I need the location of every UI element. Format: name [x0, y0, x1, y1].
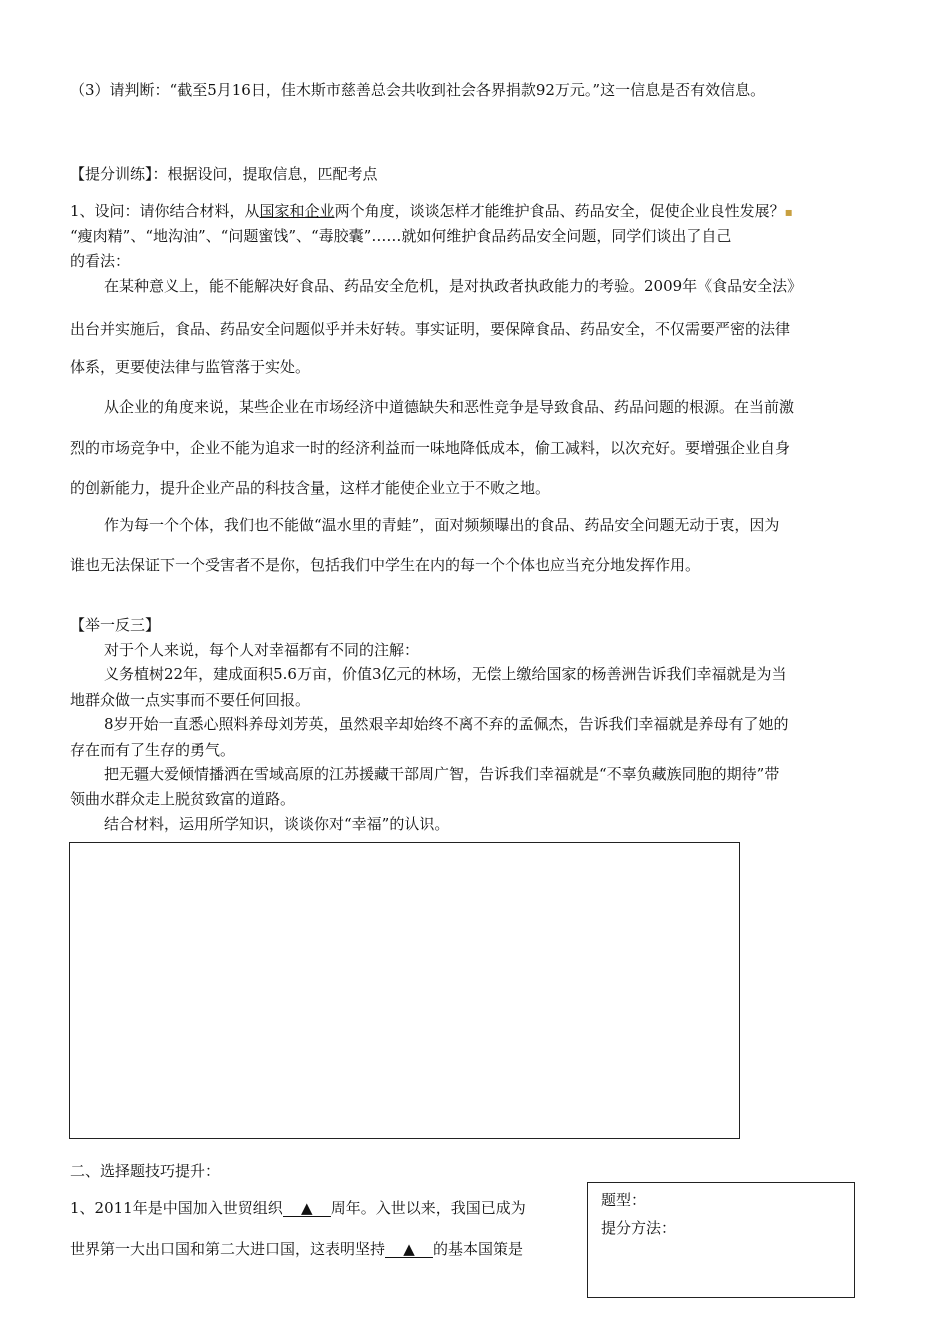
q1-underlined: 国家和企业 — [259, 202, 335, 220]
answer-box[interactable] — [69, 842, 740, 1139]
example-heading: 【举一反三】 — [70, 616, 161, 634]
question-3: （3）请判断：“截至5月16日，佳木斯市慈善总会共收到社会各界捐款92万元。”这一信息是否有效信息。 — [70, 81, 766, 99]
question-type-label: 题型： — [601, 1191, 647, 1209]
example-line: 领曲水群众走上脱贫致富的道路。 — [70, 790, 296, 808]
section-2-heading: 二、选择题技巧提升： — [70, 1162, 221, 1180]
training-line-2: 的看法： — [70, 252, 131, 270]
paragraph-line: 谁也无法保证下一个受害者不是你，包括我们中学生在内的每一个个体也应当充分地发挥作用。 — [70, 556, 701, 574]
training-heading: 【提分训练】：根据设问，提取信息，匹配考点 — [70, 165, 378, 183]
training-question-1 — [70, 200, 793, 221]
example-line: 把无疆大爱倾情播洒在雪域高原的江苏援藏干部周广智，告诉我们幸福就是“不辜负藏族同胞的期待”带 — [104, 765, 780, 783]
paragraph-line: 从企业的角度来说，某些企业在市场经济中道德缺失和恶性竞争是导致食品、药品问题的根源。在当前激 — [104, 398, 795, 416]
example-line: 结合材料，运用所学知识，谈谈你对“幸福”的认识。 — [104, 815, 450, 833]
edit-mark-icon: ▪ — [784, 205, 793, 219]
paragraph-line: 出台并实施后，食品、药品安全问题似乎并未好转。事实证明，要保障食品、药品安全，不仅需要严密的法律 — [70, 320, 791, 338]
method-box[interactable] — [587, 1182, 855, 1298]
paragraph-line: 烈的市场竞争中，企业不能为追求一时的经济利益而一味地降低成本，偷工减料，以次充好。要增强企业自身 — [70, 439, 791, 457]
paragraph-line: 作为每一个个体，我们也不能做“温水里的青蛙”，面对频频曝出的食品、药品安全问题无动于衷，因为 — [104, 516, 780, 534]
example-line: 8岁开始一直悉心照料养母刘芳英，虽然艰辛却始终不离不弃的孟佩杰，告诉我们幸福就是养母有了她的 — [104, 715, 789, 733]
training-line-1: “瘦肉精”、“地沟油”、“问题蜜饯”、“毒胶囊”……就如何维护食品药品安全问题，同学们谈出了自己 — [70, 227, 732, 245]
example-line: 义务植树22年，建成面积5.6万亩，价值3亿元的林场，无偿上缴给国家的杨善洲告诉我们幸福就是为当 — [104, 665, 787, 683]
choice-question-1-line-2: 世界第一大出口国和第二大进口国，这表明坚持 ▲ 的基本国策是 — [70, 1240, 524, 1258]
answer-blank[interactable]: ▲ — [283, 1201, 331, 1217]
q1-prefix: 1、设问：请你结合材料，从 — [70, 202, 260, 220]
paragraph-line: 体系，更要使法律与监管落于实处。 — [70, 358, 311, 376]
paragraph-line: 在某种意义上，能不能解决好食品、药品安全危机，是对执政者执政能力的考验。2009年《食品安全法》 — [104, 277, 803, 295]
example-line: 地群众做一点实事而不要任何回报。 — [70, 691, 311, 709]
paragraph-line: 的创新能力，提升企业产品的科技含量，这样才能使企业立于不败之地。 — [70, 479, 551, 497]
example-line: 存在而有了生存的勇气。 — [70, 741, 236, 759]
q1-suffix: 两个角度，谈谈怎样才能维护食品、药品安全，促使企业良性发展？ — [334, 202, 785, 220]
choice-question-1-line-1: 1、2011年是中国加入世贸组织 ▲ 周年。入世以来，我国已成为 — [70, 1199, 526, 1217]
example-line: 对于个人来说，每个人对幸福都有不同的注解： — [104, 641, 420, 659]
method-label: 提分方法： — [601, 1219, 677, 1237]
answer-blank[interactable]: ▲ — [385, 1242, 433, 1258]
